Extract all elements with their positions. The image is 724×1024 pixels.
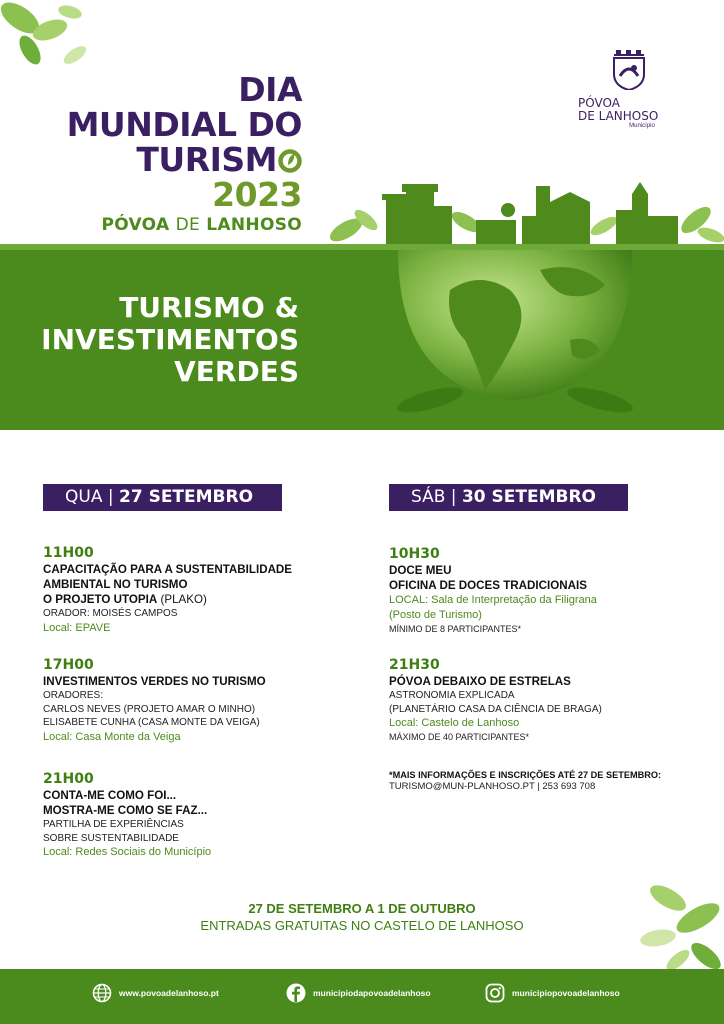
event-detail: MÍNIMO DE 8 PARTICIPANTES* xyxy=(389,624,522,634)
theme-title-line-1: TURISMO & xyxy=(119,291,299,324)
website-text: www.povoadelanhoso.pt xyxy=(119,988,219,998)
logo-text xyxy=(574,97,684,123)
instagram-icon xyxy=(485,983,505,1003)
day-header-saturday xyxy=(389,484,628,511)
event-location: Local: Casa Monte da Veiga xyxy=(43,730,181,743)
event-time: 21H30 xyxy=(389,657,440,673)
castle-free-entry xyxy=(0,900,724,934)
instagram-text: municipiopovoadelanhoso xyxy=(512,988,620,998)
place-part-2: DE xyxy=(175,215,201,235)
event-investimentos xyxy=(43,656,373,745)
event-title-line: PÓVOA DEBAIXO DE ESTRELAS xyxy=(389,675,571,688)
day1-date: 27 SETEMBRO xyxy=(119,487,254,507)
event-title xyxy=(40,72,302,212)
green-globe-icon xyxy=(390,250,640,420)
event-title-line: CAPACITAÇÃO PARA A SUSTENTABILIDADE xyxy=(43,563,293,576)
title-line-2: MUNDIAL DO xyxy=(66,105,302,144)
logo-subtitle: Município xyxy=(629,123,655,129)
event-location: Local: EPAVE xyxy=(43,621,111,634)
event-detail: CARLOS NEVES (PROJETO AMAR O MINHO) xyxy=(43,703,256,715)
event-detail: MÁXIMO DE 40 PARTICIPANTES* xyxy=(389,732,530,742)
footer-facebook-link[interactable] xyxy=(286,981,431,1005)
event-time: 17H00 xyxy=(43,657,94,673)
facebook-text: municipiodapovoadelanhoso xyxy=(313,988,431,998)
event-title-normal: (PLAKO) xyxy=(157,593,207,606)
event-speaker: ORADOR: MOISÉS CAMPOS xyxy=(43,608,178,619)
title-year: 2023 xyxy=(212,175,302,214)
event-location: Local: Castelo de Lanhoso xyxy=(389,717,520,729)
event-location: Local: Redes Sociais do Município xyxy=(43,846,212,858)
event-location: (Posto de Turismo) xyxy=(389,609,482,621)
day1-weekday: QUA | xyxy=(65,487,114,507)
facebook-icon xyxy=(286,983,306,1003)
event-conta-me xyxy=(43,770,373,860)
town-skyline-icon xyxy=(326,180,724,252)
logo-line-1: PÓVOA xyxy=(578,96,620,110)
event-time: 21H00 xyxy=(43,771,94,787)
coat-of-arms-icon xyxy=(612,50,646,90)
title-line-3-text: TURISM xyxy=(136,140,277,179)
info-contact: TURISMO@MUN-PLANHOSO.PT | 253 693 708 xyxy=(389,781,596,792)
info-note: *MAIS INFORMAÇÕES E INSCRIÇÕES ATÉ 27 DE SETEMBRO: xyxy=(389,770,662,780)
day2-weekday: SÁB | xyxy=(411,487,457,507)
place-part-3: LANHOSO xyxy=(206,215,302,235)
footer-website-link[interactable] xyxy=(92,981,219,1005)
event-detail: PARTILHA DE EXPERIÊNCIAS xyxy=(43,819,184,830)
free-entry-dates: 27 DE SETEMBRO A 1 DE OUTUBRO xyxy=(248,901,476,916)
event-time: 11H00 xyxy=(43,545,94,561)
event-title-line: AMBIENTAL NO TURISMO xyxy=(43,578,188,591)
event-detail: (PLANETÁRIO CASA DA CIÊNCIA DE BRAGA) xyxy=(389,703,602,715)
event-title-line: DOCE MEU xyxy=(389,564,452,577)
event-title-bold: O PROJETO UTOPIA xyxy=(43,593,158,606)
event-title-line: MOSTRA-ME COMO SE FAZ... xyxy=(43,804,208,817)
event-detail: ASTRONOMIA EXPLICADA xyxy=(389,690,515,701)
day-header-wednesday xyxy=(43,484,282,511)
place-part-1: PÓVOA xyxy=(101,215,170,235)
event-detail: SOBRE SUSTENTABILIDADE xyxy=(43,832,179,844)
event-time: 10H30 xyxy=(389,546,440,562)
municipality-logo xyxy=(574,50,684,129)
event-povoa-estrelas xyxy=(389,656,719,745)
event-detail: ELISABETE CUNHA (CASA MONTE DA VEIGA) xyxy=(43,717,260,728)
event-doce-meu xyxy=(389,545,719,637)
theme-title-line-2: INVESTIMENTOS xyxy=(41,323,299,356)
event-title-line: OFICINA DE DOCES TRADICIONAIS xyxy=(389,579,587,592)
event-location: LOCAL: Sala de Interpretação da Filigrana xyxy=(389,594,597,606)
event-title-line: INVESTIMENTOS VERDES NO TURISMO xyxy=(43,675,266,688)
event-detail: ORADORES: xyxy=(43,690,104,701)
day2-date: 30 SETEMBRO xyxy=(461,487,596,507)
theme-title xyxy=(41,292,299,388)
theme-title-line-3: VERDES xyxy=(174,355,299,388)
leaf-o-icon xyxy=(278,147,302,173)
place-name xyxy=(101,215,302,235)
event-title-line: CONTA-ME COMO FOI... xyxy=(43,789,177,802)
title-line-1: DIA xyxy=(238,70,302,109)
free-entry-text: ENTRADAS GRATUITAS NO CASTELO DE LANHOSO xyxy=(200,918,524,933)
logo-line-2: DE LANHOSO xyxy=(578,109,659,123)
event-capacitacao xyxy=(43,544,373,636)
footer-instagram-link[interactable] xyxy=(485,981,620,1005)
event-title-line xyxy=(43,592,373,607)
globe-icon xyxy=(92,983,112,1003)
title-line-3 xyxy=(40,142,302,177)
